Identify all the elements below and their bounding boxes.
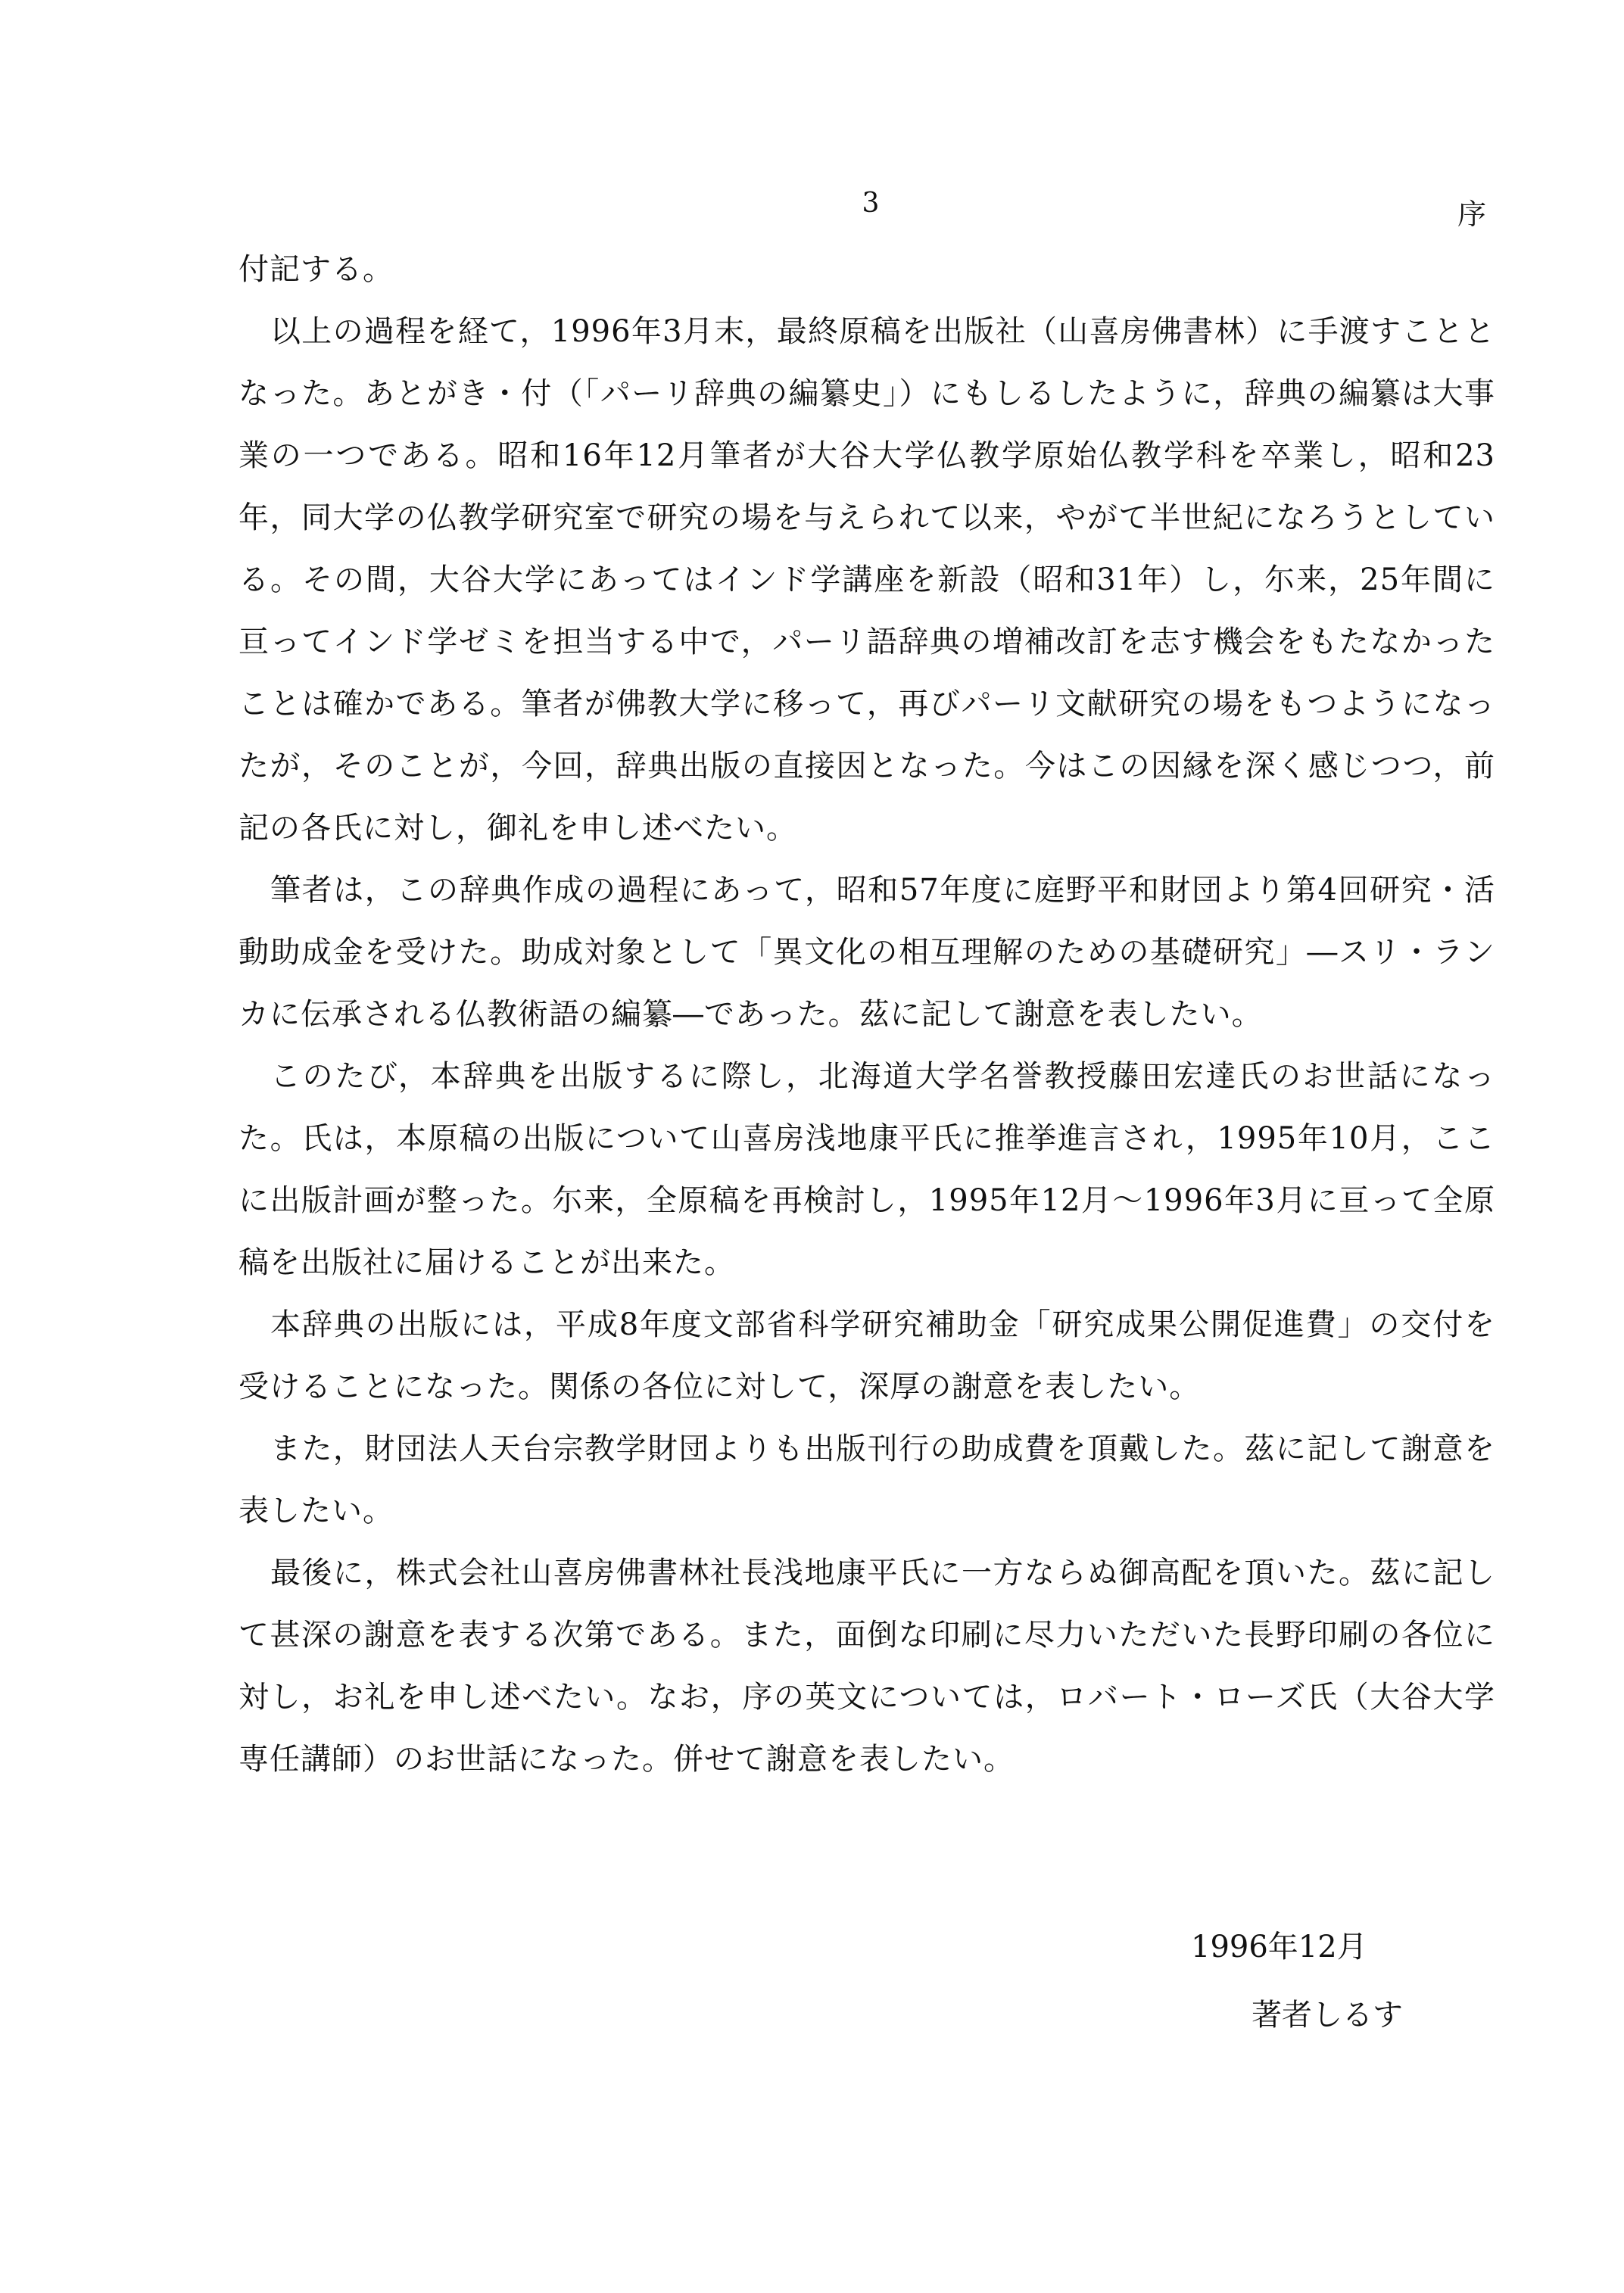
paragraph-tendai-foundation: また，財団法人天台宗教学財団よりも出版刊行の助成費を頂戴した。茲に記して謝意を表したい。 bbox=[238, 1432, 1495, 1528]
signature-date: 1996年12月 bbox=[1191, 1930, 1367, 1964]
body-text bbox=[238, 238, 1495, 1790]
section-label: 序 bbox=[1457, 198, 1487, 231]
paragraph-final-acknowledgements: 最後に，株式会社山喜房佛書林社長浅地康平氏に一方ならぬ御高配を頂いた。茲に記して甚深の謝意を表する次第である。また，面倒な印刷に尽力いただいた長野印刷の各位に対し，お礼を申し述べたい。なお，序の英文については，ロバート・ローズ氏（大谷大学専任講師）のお世話になった。併せて謝意を表したい。 bbox=[238, 1556, 1495, 1777]
page-header bbox=[0, 188, 1624, 233]
paragraph-continuation: 付記する。 bbox=[238, 252, 394, 287]
paragraph-ministry-grant: 本辞典の出版には，平成8年度文部省科学研究補助金「研究成果公開促進費」の交付を受けることになった。関係の各位に対して，深厚の謝意を表したい。 bbox=[238, 1307, 1495, 1404]
paragraph-niwano-grant: 筆者は，この辞典作成の過程にあって，昭和57年度に庭野平和財団より第4回研究・活動助成金を受けた。助成対象として「異文化の相互理解のための基礎研究」―スリ・ランカに伝承される仏教術語の編纂―であった。茲に記して謝意を表したい。 bbox=[238, 873, 1495, 1032]
paragraph-publication-arrangement: このたび，本辞典を出版するに際し，北海道大学名誉教授藤田宏達氏のお世話になった。氏は，本原稿の出版について山喜房浅地康平氏に推挙進言され，1995年10月，ここに出版計画が整った。尓来，全原稿を再検討し，1995年12月～1996年3月に亘って全原稿を出版社に届けることが出来た。 bbox=[238, 1059, 1495, 1280]
signature-author: 著者しるす bbox=[1252, 1998, 1403, 2033]
page-number: 3 bbox=[862, 188, 880, 219]
paragraph-manuscript-submission: 以上の過程を経て，1996年3月末，最終原稿を出版社（山喜房佛書林）に手渡すこととなった。あとがき・付（「パーリ辞典の編纂史」）にもしるしたように，辞典の編纂は大事業の一つである。昭和16年12月筆者が大谷大学仏教学原始仏教学科を卒業し，昭和23年，同大学の仏教学研究室で研究の場を与えられて以来，やがて半世紀になろうとしている。その間，大谷大学にあってはインド学講座を新設（昭和31年）し，尓来，25年間に亘ってインド学ゼミを担当する中で，パーリ語辞典の増補改訂を志す機会をもたなかったことは確かである。筆者が佛教大学に移って，再びパーリ文献研究の場をもつようになったが，そのことが，今回，辞典出版の直接因となった。今はこの因縁を深く感じつつ，前記の各氏に対し，御礼を申し述べたい。 bbox=[238, 314, 1495, 846]
